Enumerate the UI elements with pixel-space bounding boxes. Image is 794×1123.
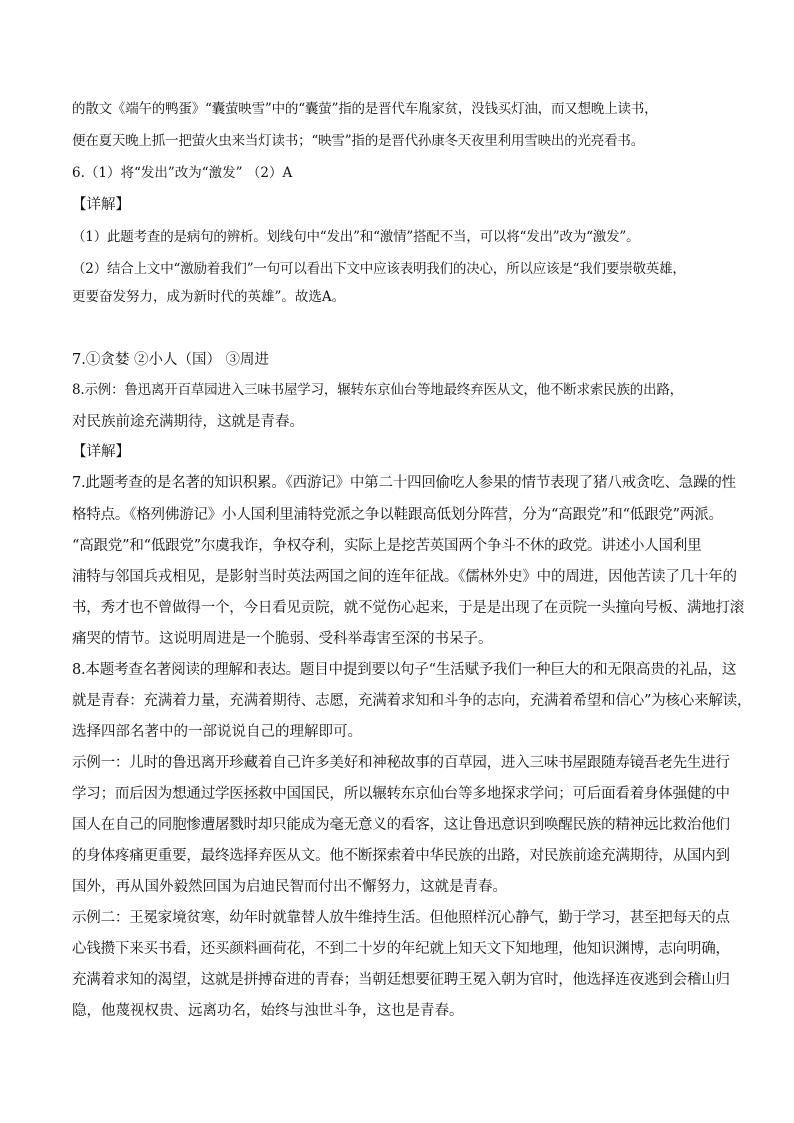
text-line: 选择四部名著中的一部说说自己的理解即可。: [72, 724, 362, 740]
text-line: 的身体疼痛更重要，最终选择弃医从文。他不断探索着中华民族的出路，对民族前途充满期待，从国内到: [72, 848, 730, 864]
text-line: 国外，再从国外毅然回国为启迪民智而付出不懈努力，这就是青春。: [72, 879, 507, 895]
answer-7: 7.①贪婪 ②小人（国） ③周进: [72, 352, 270, 368]
answer-8: 8.示例：鲁迅离开百草园进入三味书屋学习，辗转东京仙台等地最终弃医从文，他不断求索民族的出路，: [72, 382, 683, 398]
text-line: （2）结合上文中“激励着我们”一句可以看出下文中应该表明我们的决心，所以应该是“我们要崇敬英雄，: [72, 261, 686, 277]
section-heading-detail: 【详解】: [72, 444, 130, 460]
text-line: 浦特与邻国兵戎相见，是影射当时英法两国之间的连年征战。《儒林外史》中的周进，因他苦读了几十年的: [72, 569, 737, 585]
text-line: 隐，他蔑视权贵、远离功名，始终与浊世斗争，这也是青春。: [72, 1003, 464, 1019]
text-line: 7.此题考查的是名著的知识积累。《西游记》中第二十四回偷吃人参果的情节表现了猪八戒贪吃、急躁的性: [72, 475, 736, 491]
example-1: 示例一：儿时的鲁迅离开珍藏着自己许多美好和神秘故事的百草园，进入三味书屋跟随寿镜吾老先生进行: [72, 755, 730, 771]
text-line: 国人在自己的同胞惨遭屠戮时却只能成为毫无意义的看客，这让鲁迅意识到唤醒民族的精神远比救治他们: [72, 817, 730, 833]
answer-6: 6.（1）将“发出”改为“激发” （2）A: [72, 165, 293, 181]
example-2: 示例二：王冕家境贫寒，幼年时就靠替人放牛维持生活。但他照样沉心静气，勤于学习，甚至把每天的点: [72, 910, 730, 926]
text-line: 学习；而后因为想通过学医拯救中国国民，所以辗转东京仙台等多地探求学问；可后面看着身体强健的中: [72, 786, 730, 802]
text-line: “高跟党”和“低跟党”尔虞我诈，争权夺利，实际上是挖苦英国两个争斗不休的政党。讲述小人国利里: [72, 538, 702, 554]
text-line: 充满着求知的渴望，这就是拼搏奋进的青春；当朝廷想要征聘王冕入朝为官时，他选择连夜逃到会稽山归: [72, 972, 730, 988]
section-heading-detail: 【详解】: [72, 197, 130, 213]
text-line: 更要奋发努力，成为新时代的英雄”。故选A。: [72, 289, 346, 305]
text-line: 便在夏天晚上抓一把萤火虫来当灯读书；“映雪”指的是晋代孙康冬天夜里利用雪映出的光亮看书。: [72, 133, 645, 149]
text-line: 8.本题考查名著阅读的理解和表达。题目中提到要以句子“生活赋予我们一种巨大的和无限高贵的礼品，这: [72, 662, 737, 678]
text-line: 痛哭的情节。这说明周进是一个脆弱、受科举毒害至深的书呆子。: [72, 631, 493, 647]
text-line: （1）此题考查的是病句的辨析。划线句中“发出”和“激情”搭配不当，可以将“发出”改为“激发”。: [72, 229, 640, 245]
text-line: 格特点。《格列佛游记》小人国利里浦特党派之争以鞋跟高低划分阵营，分为“高跟党”和“低跟党”两派。: [72, 507, 723, 523]
text-line: 心钱攒下来买书看，还买颜料画荷花，不到二十岁的年纪就上知天文下知地理，他知识渊博，志向明确，: [72, 941, 730, 957]
text-line: 书，秀才也不曾做得一个，今日看见贡院，就不觉伤心起来，于是是出现了在贡院一头撞向号板、满地打滚: [72, 600, 745, 616]
text-line: 就是青春：充满着力量，充满着期待、志愿，充满着求知和斗争的志向，充满着希望和信心”为核心来解读，: [72, 693, 752, 709]
text-line: 的散文《端午的鸭蛋》“囊萤映雪”中的“囊萤”指的是晋代车胤家贫，没钱买灯油，而又想晚上读书，: [72, 101, 658, 117]
text-line: 对民族前途充满期待，这就是青春。: [72, 414, 304, 430]
